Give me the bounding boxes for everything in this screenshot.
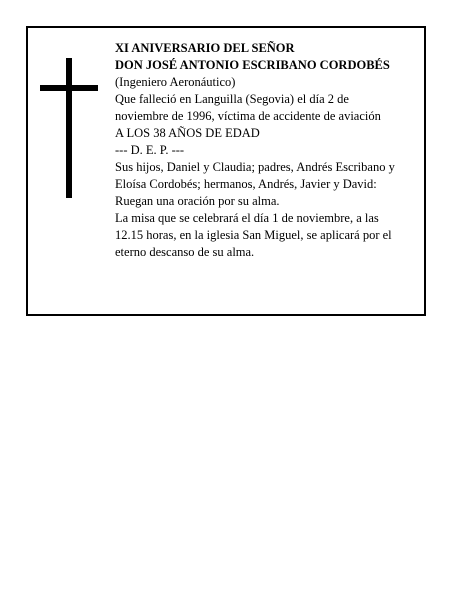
cross-horizontal-bar: [40, 85, 98, 91]
rest-in-peace: --- D. E. P. ---: [115, 143, 185, 157]
death-details-line-2: noviembre de 1996, víctima de accidente de aviación: [115, 109, 381, 123]
mass-line-2: 12.15 horas, en la iglesia San Miguel, se aplicará por el: [115, 228, 392, 242]
family-line-3: Ruegan una oración por su alma.: [115, 194, 280, 208]
cross-icon: [40, 58, 98, 198]
cross-vertical-bar: [66, 58, 72, 198]
mass-line-3: eterno descanso de su alma.: [115, 245, 255, 259]
deceased-name: DON JOSÉ ANTONIO ESCRIBANO CORDOBÉS: [115, 58, 390, 72]
mass-line-1: La misa que se celebrará el día 1 de noviembre, a las: [115, 211, 379, 225]
obituary-notice: [26, 26, 426, 316]
death-details-line-1: Que falleció en Languilla (Segovia) el día 2 de: [115, 92, 349, 106]
family-line-2: Eloísa Cordobés; hermanos, Andrés, Javier y David:: [115, 177, 377, 191]
age-at-death: A LOS 38 AÑOS DE EDAD: [115, 126, 260, 140]
family-line-1: Sus hijos, Daniel y Claudia; padres, Andrés Escribano y: [115, 160, 395, 174]
anniversary-title: XI ANIVERSARIO DEL SEÑOR: [115, 41, 295, 55]
profession: (Ingeniero Aeronáutico): [115, 75, 236, 89]
notice-text: [115, 40, 420, 261]
